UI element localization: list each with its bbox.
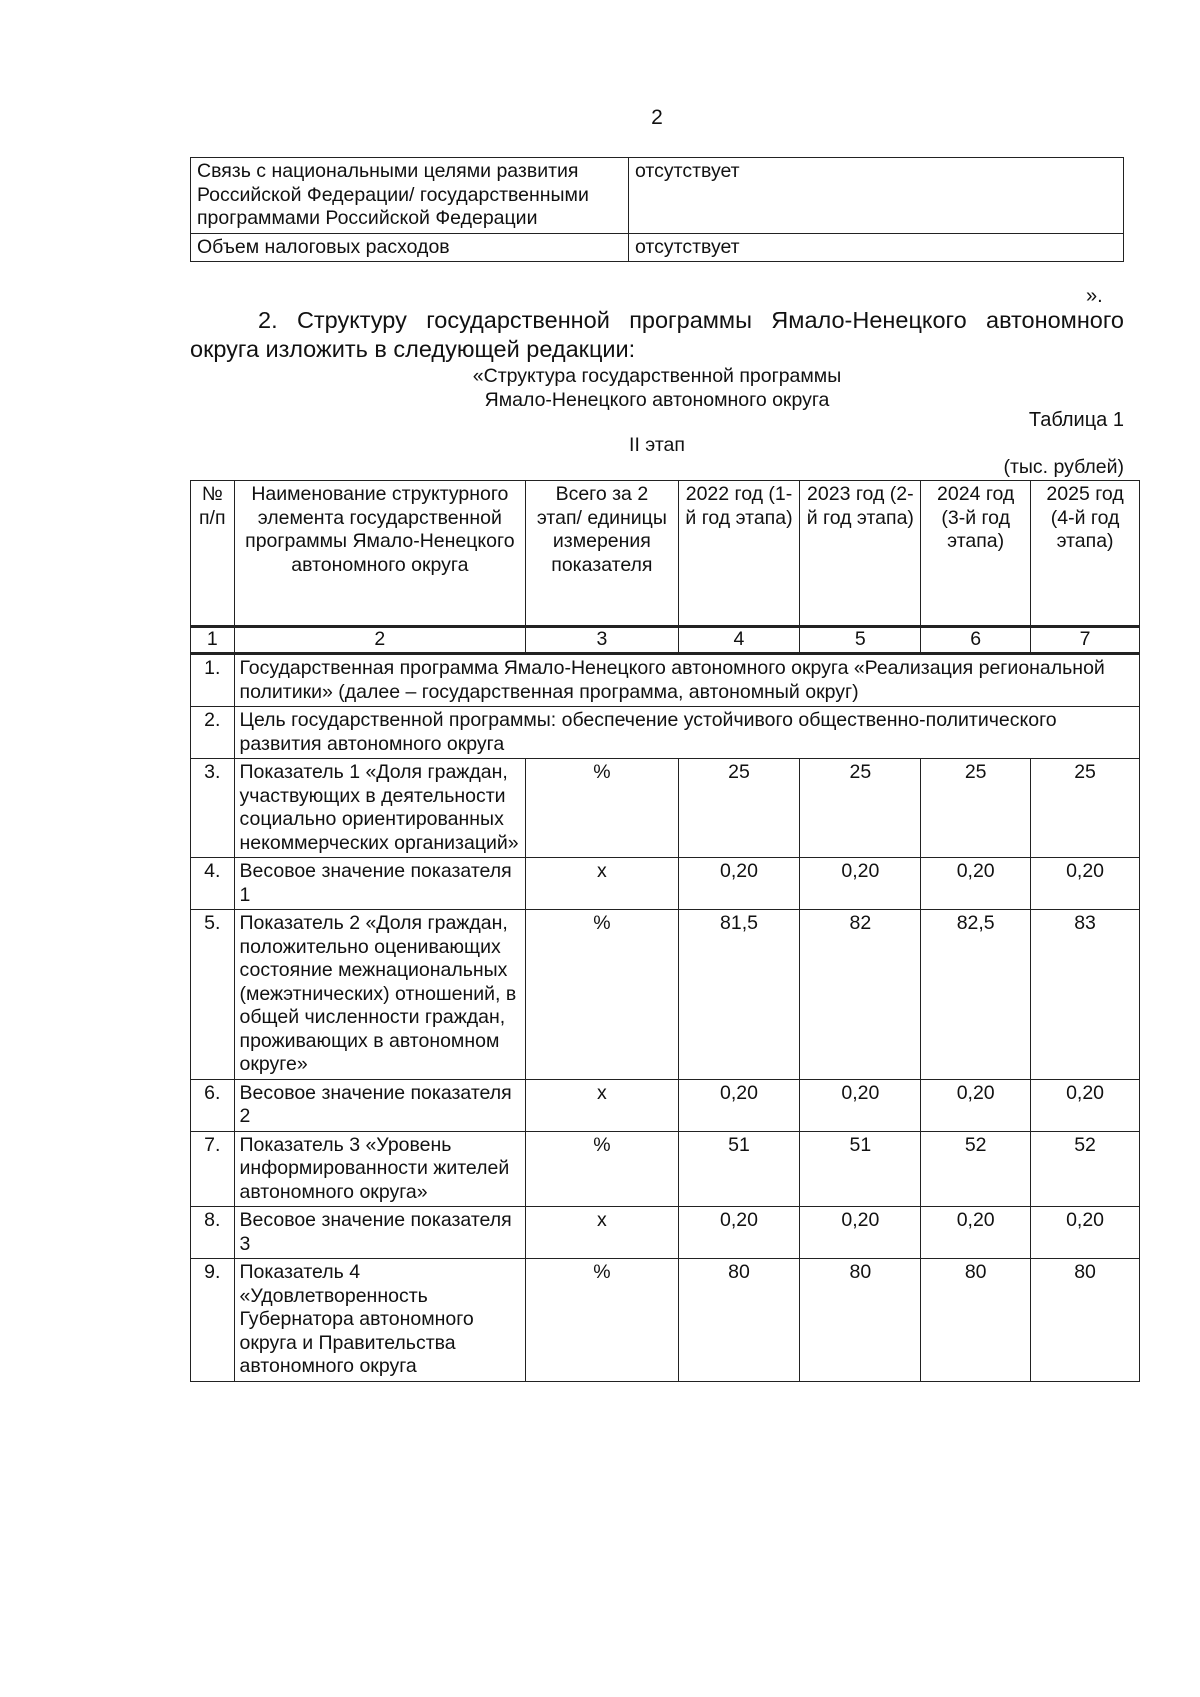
- value-2022: 25: [678, 759, 800, 858]
- unit-cell: %: [526, 1259, 678, 1382]
- row-value: отсутствует: [629, 233, 1124, 262]
- value-2022: 80: [678, 1259, 800, 1382]
- indicator-name: Весовое значение показателя 3: [234, 1207, 526, 1259]
- unit-cell: х: [526, 1207, 678, 1259]
- value-2023: 51: [800, 1131, 921, 1207]
- column-header: 2025 год (4-й год этапа): [1031, 481, 1140, 627]
- value-2023: 25: [800, 759, 921, 858]
- value-2024: 80: [921, 1259, 1031, 1382]
- column-header: 2023 год (2-й год этапа): [800, 481, 921, 627]
- column-number: 7: [1031, 627, 1140, 654]
- row-number: 3.: [191, 759, 235, 858]
- value-2025: 80: [1031, 1259, 1140, 1382]
- structure-title-line: «Структура государственной программы: [472, 365, 842, 387]
- row-number: 4.: [191, 858, 235, 910]
- row-number: 1.: [191, 654, 235, 707]
- unit-cell: %: [526, 759, 678, 858]
- column-header: Всего за 2 этап/ единицы измерения показателя: [526, 481, 678, 627]
- column-header: Наименование структурного элемента государственной программы Ямало-Ненецкого автономного округа: [234, 481, 526, 627]
- value-2025: 0,20: [1031, 1207, 1140, 1259]
- indicator-name: Показатель 3 «Уровень информированности жителей автономного округа»: [234, 1131, 526, 1207]
- value-2024: 0,20: [921, 858, 1031, 910]
- value-2023: 0,20: [800, 1079, 921, 1131]
- row-number: 9.: [191, 1259, 235, 1382]
- row-label: Связь с национальными целями развития Российской Федерации/ государственными программами Российской Федерации: [191, 158, 629, 234]
- value-2025: 83: [1031, 910, 1140, 1080]
- table-row: [191, 1207, 1140, 1259]
- column-number: 2: [234, 627, 526, 654]
- value-2022: 0,20: [678, 1079, 800, 1131]
- value-2022: 0,20: [678, 1207, 800, 1259]
- row-number: 7.: [191, 1131, 235, 1207]
- header-row: [191, 481, 1140, 627]
- value-2022: 51: [678, 1131, 800, 1207]
- value-2024: 25: [921, 759, 1031, 858]
- row-value: отсутствует: [629, 158, 1124, 234]
- row-label: Объем налоговых расходов: [191, 233, 629, 262]
- value-2024: 82,5: [921, 910, 1031, 1080]
- value-2025: 0,20: [1031, 858, 1140, 910]
- value-2025: 25: [1031, 759, 1140, 858]
- value-2023: 82: [800, 910, 921, 1080]
- table-row: [191, 158, 1124, 234]
- value-2024: 0,20: [921, 1079, 1031, 1131]
- column-number-row: [191, 627, 1140, 654]
- unit-cell: %: [526, 910, 678, 1080]
- value-2022: 0,20: [678, 858, 800, 910]
- table-row: [191, 1259, 1140, 1382]
- value-2022: 81,5: [678, 910, 800, 1080]
- units-label: (тыс. рублей): [1003, 456, 1124, 478]
- table-row: [191, 1079, 1140, 1131]
- column-header: 2022 год (1-й год этапа): [678, 481, 800, 627]
- indicator-name: Весовое значение показателя 2: [234, 1079, 526, 1131]
- table-row: [191, 233, 1124, 262]
- column-number: 5: [800, 627, 921, 654]
- value-2025: 52: [1031, 1131, 1140, 1207]
- closing-quote: ».: [1086, 285, 1103, 307]
- table-row: [191, 707, 1140, 759]
- program-name-cell: Государственная программа Ямало-Ненецкого автономного округа «Реализация региональной политики» (далее – государственная программа, автономный округ): [234, 654, 1139, 707]
- value-2023: 0,20: [800, 1207, 921, 1259]
- indicator-name: Весовое значение показателя 1: [234, 858, 526, 910]
- table-row: [191, 858, 1140, 910]
- table-row: [191, 759, 1140, 858]
- value-2023: 0,20: [800, 858, 921, 910]
- column-number: 6: [921, 627, 1031, 654]
- table-label: Таблица 1: [1028, 409, 1124, 431]
- passport-table: [190, 157, 1124, 262]
- row-number: 8.: [191, 1207, 235, 1259]
- column-header: № п/п: [191, 481, 235, 627]
- column-number: 3: [526, 627, 678, 654]
- stage-label: II этап: [629, 434, 685, 456]
- unit-cell: х: [526, 858, 678, 910]
- value-2024: 0,20: [921, 1207, 1031, 1259]
- structure-title: [190, 364, 1124, 412]
- row-number: 5.: [191, 910, 235, 1080]
- program-goal-cell: Цель государственной программы: обеспечение устойчивого общественно-политического развития автономного округа: [234, 707, 1139, 759]
- column-header: 2024 год (3-й год этапа): [921, 481, 1031, 627]
- unit-cell: х: [526, 1079, 678, 1131]
- structure-table: [190, 480, 1140, 1382]
- indicator-name: Показатель 2 «Доля граждан, положительно оценивающих состояние межнациональных (межэтнических) отношений, в общей численности граждан, проживающих в автономном округе»: [234, 910, 526, 1080]
- table-row: [191, 1131, 1140, 1207]
- table-row: [191, 910, 1140, 1080]
- table-row: [191, 654, 1140, 707]
- value-2025: 0,20: [1031, 1079, 1140, 1131]
- column-number: 1: [191, 627, 235, 654]
- row-number: 2.: [191, 707, 235, 759]
- page-number: 2: [651, 106, 663, 129]
- column-number: 4: [678, 627, 800, 654]
- indicator-name: Показатель 1 «Доля граждан, участвующих в деятельности социально ориентированных некоммерческих организаций»: [234, 759, 526, 858]
- amendment-paragraph: 2. Структуру государственной программы Ямало-Ненецкого автономного округа изложить в следующей редакции:: [190, 307, 1124, 362]
- row-number: 6.: [191, 1079, 235, 1131]
- indicator-name: Показатель 4 «Удовлетворенность Губернатора автономного округа и Правительства автономного округа: [234, 1259, 526, 1382]
- structure-title-line: Ямало-Ненецкого автономного округа: [484, 389, 830, 411]
- value-2023: 80: [800, 1259, 921, 1382]
- unit-cell: %: [526, 1131, 678, 1207]
- value-2024: 52: [921, 1131, 1031, 1207]
